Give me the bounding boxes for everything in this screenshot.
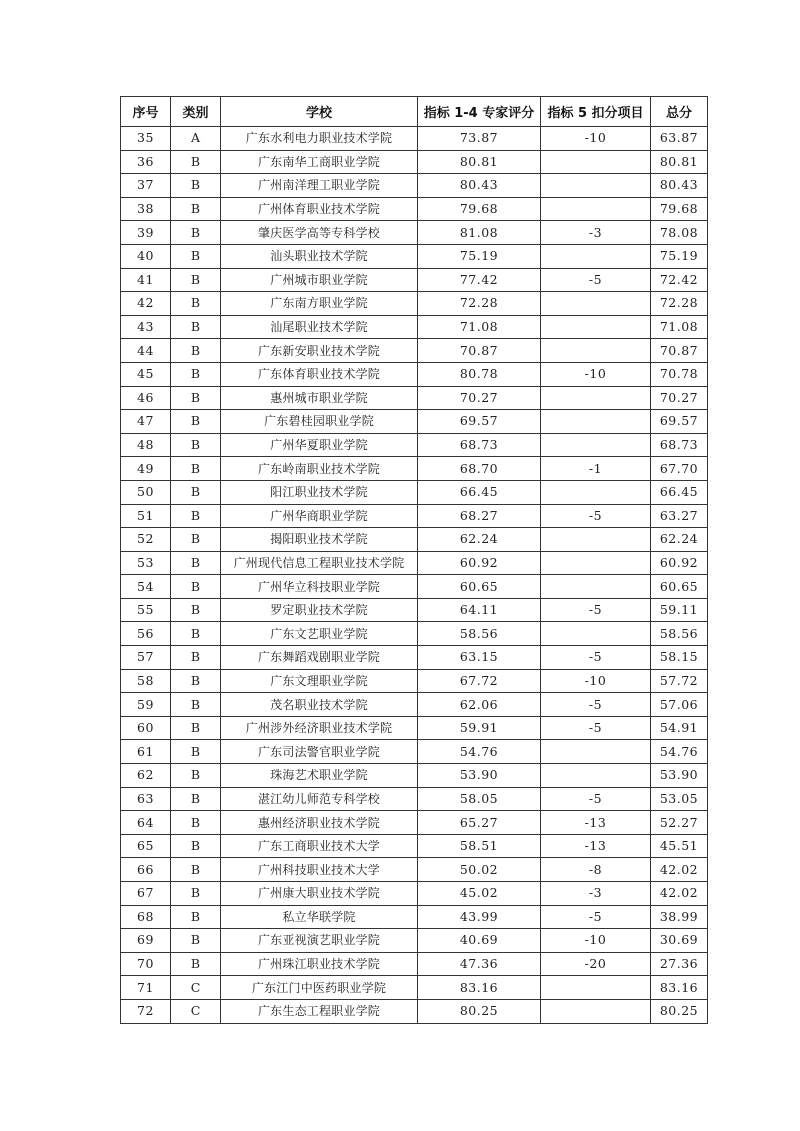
table-row: [121, 150, 708, 174]
table-row: [121, 811, 708, 835]
cell-category: B: [171, 882, 221, 906]
table-row: [121, 174, 708, 198]
table-row: [121, 362, 708, 386]
cell-school: 私立华联学院: [221, 905, 418, 929]
cell-deduction: [541, 999, 651, 1023]
cell-rank: 71: [121, 976, 171, 1000]
table-row: [121, 929, 708, 953]
ranking-table: [120, 96, 708, 1024]
cell-rank: 44: [121, 339, 171, 363]
cell-rank: 70: [121, 952, 171, 976]
cell-school: 广州科技职业技术大学: [221, 858, 418, 882]
cell-deduction: -5: [541, 693, 651, 717]
table-row: [121, 551, 708, 575]
cell-category: B: [171, 622, 221, 646]
cell-school: 惠州城市职业学院: [221, 386, 418, 410]
cell-category: A: [171, 127, 221, 151]
cell-deduction: -10: [541, 127, 651, 151]
cell-total: 69.57: [651, 410, 708, 434]
cell-rank: 55: [121, 598, 171, 622]
cell-deduction: [541, 528, 651, 552]
cell-category: C: [171, 976, 221, 1000]
cell-rank: 51: [121, 504, 171, 528]
cell-expert-score: 65.27: [418, 811, 541, 835]
table-row: [121, 127, 708, 151]
cell-category: B: [171, 292, 221, 316]
cell-category: B: [171, 551, 221, 575]
cell-total: 83.16: [651, 976, 708, 1000]
cell-total: 59.11: [651, 598, 708, 622]
table-row: [121, 999, 708, 1023]
cell-deduction: [541, 764, 651, 788]
cell-school: 湛江幼儿师范专科学校: [221, 787, 418, 811]
cell-school: 广州体育职业技术学院: [221, 197, 418, 221]
cell-category: B: [171, 575, 221, 599]
table-row: [121, 292, 708, 316]
cell-rank: 72: [121, 999, 171, 1023]
cell-deduction: [541, 740, 651, 764]
cell-deduction: -5: [541, 905, 651, 929]
cell-rank: 37: [121, 174, 171, 198]
cell-total: 42.02: [651, 858, 708, 882]
cell-rank: 57: [121, 646, 171, 670]
cell-school: 广东舞蹈戏剧职业学院: [221, 646, 418, 670]
table-row: [121, 528, 708, 552]
cell-deduction: [541, 150, 651, 174]
cell-expert-score: 70.27: [418, 386, 541, 410]
cell-category: B: [171, 221, 221, 245]
cell-category: B: [171, 858, 221, 882]
cell-expert-score: 83.16: [418, 976, 541, 1000]
cell-deduction: -5: [541, 787, 651, 811]
cell-rank: 36: [121, 150, 171, 174]
cell-deduction: -5: [541, 598, 651, 622]
header-row: [121, 97, 708, 127]
cell-deduction: [541, 339, 651, 363]
cell-rank: 63: [121, 787, 171, 811]
cell-rank: 35: [121, 127, 171, 151]
cell-school: 广州南洋理工职业学院: [221, 174, 418, 198]
cell-expert-score: 67.72: [418, 669, 541, 693]
cell-school: 广东司法警官职业学院: [221, 740, 418, 764]
table-row: [121, 457, 708, 481]
cell-school: 广州华商职业学院: [221, 504, 418, 528]
cell-category: B: [171, 457, 221, 481]
table-row: [121, 905, 708, 929]
cell-total: 27.36: [651, 952, 708, 976]
cell-total: 80.43: [651, 174, 708, 198]
cell-total: 67.70: [651, 457, 708, 481]
cell-rank: 41: [121, 268, 171, 292]
cell-deduction: [541, 410, 651, 434]
header-deduction: 指标 5 扣分项目: [541, 97, 651, 127]
cell-category: B: [171, 716, 221, 740]
cell-category: B: [171, 315, 221, 339]
cell-school: 广东新安职业技术学院: [221, 339, 418, 363]
cell-total: 80.25: [651, 999, 708, 1023]
table-row: [121, 221, 708, 245]
table-row: [121, 834, 708, 858]
cell-school: 广东体育职业技术学院: [221, 362, 418, 386]
cell-rank: 52: [121, 528, 171, 552]
table-row: [121, 268, 708, 292]
cell-school: 肇庆医学高等专科学校: [221, 221, 418, 245]
cell-deduction: [541, 244, 651, 268]
table-row: [121, 716, 708, 740]
cell-expert-score: 80.43: [418, 174, 541, 198]
cell-total: 53.05: [651, 787, 708, 811]
cell-expert-score: 60.92: [418, 551, 541, 575]
cell-total: 42.02: [651, 882, 708, 906]
table-row: [121, 669, 708, 693]
cell-rank: 43: [121, 315, 171, 339]
cell-rank: 66: [121, 858, 171, 882]
cell-category: B: [171, 362, 221, 386]
cell-school: 罗定职业技术学院: [221, 598, 418, 622]
cell-deduction: -1: [541, 457, 651, 481]
cell-category: C: [171, 999, 221, 1023]
cell-rank: 47: [121, 410, 171, 434]
cell-expert-score: 80.25: [418, 999, 541, 1023]
cell-expert-score: 68.27: [418, 504, 541, 528]
cell-expert-score: 73.87: [418, 127, 541, 151]
cell-total: 57.06: [651, 693, 708, 717]
cell-total: 80.81: [651, 150, 708, 174]
cell-school: 广东文艺职业学院: [221, 622, 418, 646]
cell-rank: 40: [121, 244, 171, 268]
cell-school: 汕尾职业技术学院: [221, 315, 418, 339]
cell-school: 广州现代信息工程职业技术学院: [221, 551, 418, 575]
cell-category: B: [171, 339, 221, 363]
cell-category: B: [171, 433, 221, 457]
cell-total: 30.69: [651, 929, 708, 953]
cell-category: B: [171, 528, 221, 552]
cell-school: 广东碧桂园职业学院: [221, 410, 418, 434]
table-row: [121, 339, 708, 363]
cell-deduction: [541, 551, 651, 575]
cell-category: B: [171, 811, 221, 835]
cell-deduction: [541, 433, 651, 457]
cell-total: 66.45: [651, 480, 708, 504]
cell-deduction: -10: [541, 362, 651, 386]
cell-expert-score: 80.78: [418, 362, 541, 386]
cell-rank: 65: [121, 834, 171, 858]
cell-total: 54.91: [651, 716, 708, 740]
cell-category: B: [171, 952, 221, 976]
cell-category: B: [171, 764, 221, 788]
cell-deduction: -3: [541, 882, 651, 906]
cell-school: 汕头职业技术学院: [221, 244, 418, 268]
cell-expert-score: 77.42: [418, 268, 541, 292]
cell-rank: 48: [121, 433, 171, 457]
table-row: [121, 480, 708, 504]
cell-deduction: -10: [541, 929, 651, 953]
cell-total: 38.99: [651, 905, 708, 929]
cell-school: 广东水利电力职业技术学院: [221, 127, 418, 151]
cell-total: 78.08: [651, 221, 708, 245]
cell-rank: 58: [121, 669, 171, 693]
cell-total: 58.15: [651, 646, 708, 670]
cell-expert-score: 50.02: [418, 858, 541, 882]
cell-expert-score: 75.19: [418, 244, 541, 268]
cell-total: 72.28: [651, 292, 708, 316]
cell-school: 广东江门中医药职业学院: [221, 976, 418, 1000]
cell-total: 71.08: [651, 315, 708, 339]
cell-expert-score: 79.68: [418, 197, 541, 221]
table-row: [121, 858, 708, 882]
cell-total: 53.90: [651, 764, 708, 788]
cell-expert-score: 54.76: [418, 740, 541, 764]
cell-category: B: [171, 646, 221, 670]
cell-category: B: [171, 504, 221, 528]
table-row: [121, 598, 708, 622]
cell-category: B: [171, 480, 221, 504]
cell-school: 珠海艺术职业学院: [221, 764, 418, 788]
cell-deduction: -5: [541, 646, 651, 670]
cell-total: 58.56: [651, 622, 708, 646]
cell-deduction: -3: [541, 221, 651, 245]
cell-rank: 42: [121, 292, 171, 316]
header-school: 学校: [221, 97, 418, 127]
cell-rank: 49: [121, 457, 171, 481]
cell-category: B: [171, 598, 221, 622]
cell-rank: 45: [121, 362, 171, 386]
cell-total: 60.65: [651, 575, 708, 599]
cell-expert-score: 53.90: [418, 764, 541, 788]
cell-expert-score: 81.08: [418, 221, 541, 245]
table-row: [121, 197, 708, 221]
cell-total: 57.72: [651, 669, 708, 693]
cell-expert-score: 60.65: [418, 575, 541, 599]
cell-category: B: [171, 834, 221, 858]
cell-expert-score: 40.69: [418, 929, 541, 953]
table-row: [121, 646, 708, 670]
cell-expert-score: 62.24: [418, 528, 541, 552]
header-expert-score: 指标 1-4 专家评分: [418, 97, 541, 127]
table-row: [121, 693, 708, 717]
cell-school: 揭阳职业技术学院: [221, 528, 418, 552]
cell-rank: 38: [121, 197, 171, 221]
ranking-table-container: [120, 96, 707, 1024]
cell-deduction: -13: [541, 834, 651, 858]
cell-deduction: -8: [541, 858, 651, 882]
cell-school: 惠州经济职业技术学院: [221, 811, 418, 835]
cell-expert-score: 68.70: [418, 457, 541, 481]
table-row: [121, 410, 708, 434]
cell-school: 茂名职业技术学院: [221, 693, 418, 717]
cell-rank: 69: [121, 929, 171, 953]
cell-deduction: [541, 480, 651, 504]
cell-total: 72.42: [651, 268, 708, 292]
cell-school: 广州华立科技职业学院: [221, 575, 418, 599]
cell-school: 广东文理职业学院: [221, 669, 418, 693]
cell-category: B: [171, 929, 221, 953]
cell-expert-score: 66.45: [418, 480, 541, 504]
cell-total: 68.73: [651, 433, 708, 457]
cell-deduction: -5: [541, 268, 651, 292]
cell-expert-score: 71.08: [418, 315, 541, 339]
table-row: [121, 575, 708, 599]
cell-total: 63.87: [651, 127, 708, 151]
cell-deduction: -10: [541, 669, 651, 693]
header-total: 总分: [651, 97, 708, 127]
table-row: [121, 504, 708, 528]
cell-deduction: [541, 575, 651, 599]
cell-school: 广东工商职业技术大学: [221, 834, 418, 858]
cell-expert-score: 68.73: [418, 433, 541, 457]
cell-expert-score: 59.91: [418, 716, 541, 740]
cell-category: B: [171, 386, 221, 410]
table-row: [121, 740, 708, 764]
cell-deduction: [541, 315, 651, 339]
table-row: [121, 622, 708, 646]
cell-expert-score: 43.99: [418, 905, 541, 929]
table-row: [121, 952, 708, 976]
cell-deduction: [541, 174, 651, 198]
cell-rank: 46: [121, 386, 171, 410]
cell-total: 70.27: [651, 386, 708, 410]
cell-deduction: [541, 386, 651, 410]
cell-school: 阳江职业技术学院: [221, 480, 418, 504]
table-row: [121, 976, 708, 1000]
cell-rank: 60: [121, 716, 171, 740]
cell-total: 63.27: [651, 504, 708, 528]
cell-category: B: [171, 740, 221, 764]
cell-school: 广州城市职业学院: [221, 268, 418, 292]
cell-category: B: [171, 197, 221, 221]
cell-total: 54.76: [651, 740, 708, 764]
cell-category: B: [171, 150, 221, 174]
cell-category: B: [171, 174, 221, 198]
table-row: [121, 315, 708, 339]
cell-rank: 62: [121, 764, 171, 788]
cell-rank: 68: [121, 905, 171, 929]
cell-expert-score: 58.05: [418, 787, 541, 811]
cell-total: 62.24: [651, 528, 708, 552]
cell-deduction: [541, 622, 651, 646]
table-header: [121, 97, 708, 127]
cell-rank: 54: [121, 575, 171, 599]
cell-category: B: [171, 905, 221, 929]
cell-rank: 53: [121, 551, 171, 575]
cell-rank: 39: [121, 221, 171, 245]
cell-category: B: [171, 693, 221, 717]
table-row: [121, 787, 708, 811]
cell-category: B: [171, 669, 221, 693]
cell-expert-score: 58.51: [418, 834, 541, 858]
cell-expert-score: 64.11: [418, 598, 541, 622]
cell-rank: 50: [121, 480, 171, 504]
cell-school: 广州涉外经济职业技术学院: [221, 716, 418, 740]
cell-expert-score: 63.15: [418, 646, 541, 670]
cell-category: B: [171, 787, 221, 811]
table-body: [121, 127, 708, 1024]
cell-total: 79.68: [651, 197, 708, 221]
cell-deduction: -5: [541, 504, 651, 528]
cell-deduction: [541, 292, 651, 316]
cell-rank: 59: [121, 693, 171, 717]
cell-expert-score: 72.28: [418, 292, 541, 316]
cell-expert-score: 58.56: [418, 622, 541, 646]
cell-school: 广东生态工程职业学院: [221, 999, 418, 1023]
cell-school: 广州华夏职业学院: [221, 433, 418, 457]
cell-category: B: [171, 268, 221, 292]
cell-deduction: -13: [541, 811, 651, 835]
cell-deduction: -5: [541, 716, 651, 740]
cell-deduction: -20: [541, 952, 651, 976]
cell-expert-score: 69.57: [418, 410, 541, 434]
cell-rank: 67: [121, 882, 171, 906]
header-rank: 序号: [121, 97, 171, 127]
cell-rank: 64: [121, 811, 171, 835]
table-row: [121, 882, 708, 906]
cell-expert-score: 47.36: [418, 952, 541, 976]
table-row: [121, 433, 708, 457]
cell-category: B: [171, 244, 221, 268]
cell-total: 60.92: [651, 551, 708, 575]
cell-total: 70.78: [651, 362, 708, 386]
cell-deduction: [541, 197, 651, 221]
table-row: [121, 386, 708, 410]
cell-expert-score: 62.06: [418, 693, 541, 717]
cell-school: 广东南方职业学院: [221, 292, 418, 316]
cell-school: 广州康大职业技术学院: [221, 882, 418, 906]
cell-rank: 61: [121, 740, 171, 764]
cell-school: 广州珠江职业技术学院: [221, 952, 418, 976]
table-row: [121, 764, 708, 788]
cell-school: 广东亚视演艺职业学院: [221, 929, 418, 953]
cell-rank: 56: [121, 622, 171, 646]
header-category: 类别: [171, 97, 221, 127]
cell-total: 75.19: [651, 244, 708, 268]
cell-expert-score: 45.02: [418, 882, 541, 906]
cell-total: 70.87: [651, 339, 708, 363]
cell-total: 45.51: [651, 834, 708, 858]
cell-expert-score: 70.87: [418, 339, 541, 363]
cell-category: B: [171, 410, 221, 434]
cell-deduction: [541, 976, 651, 1000]
cell-total: 52.27: [651, 811, 708, 835]
cell-school: 广东南华工商职业学院: [221, 150, 418, 174]
cell-school: 广东岭南职业技术学院: [221, 457, 418, 481]
table-row: [121, 244, 708, 268]
cell-expert-score: 80.81: [418, 150, 541, 174]
